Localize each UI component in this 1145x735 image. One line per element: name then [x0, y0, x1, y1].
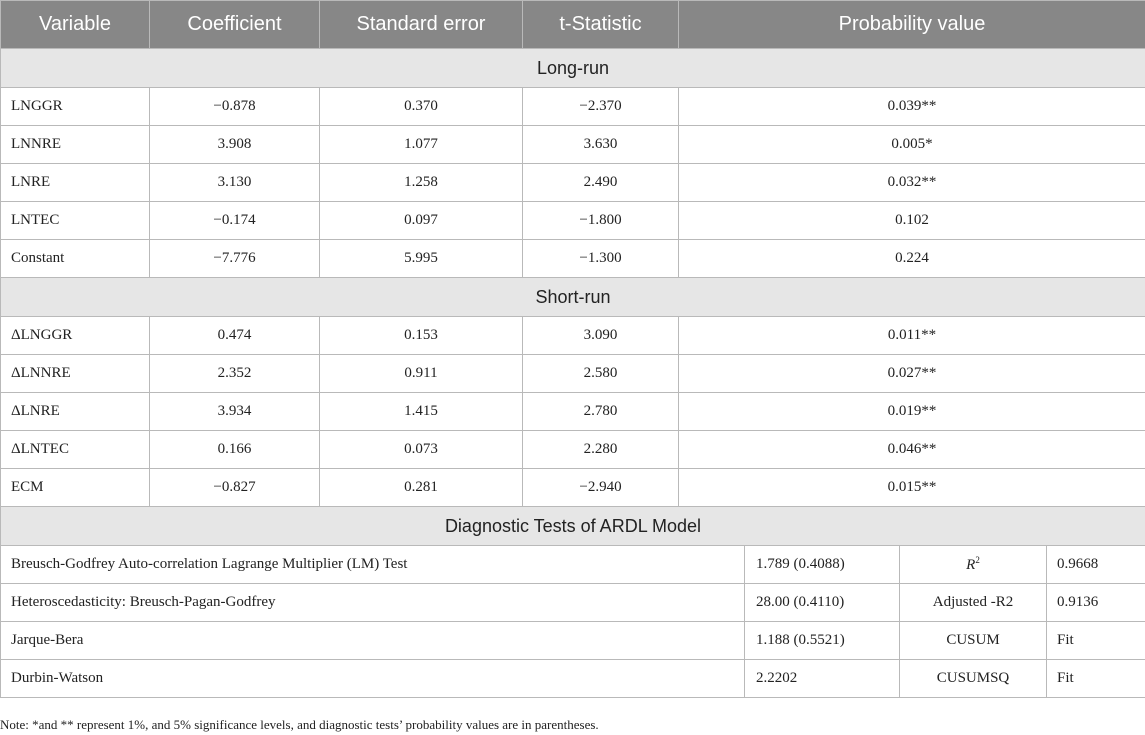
header-coefficient: Coefficient [150, 1, 320, 49]
p-value-cell: 0.011** [679, 317, 1145, 355]
table-row [1, 202, 1145, 240]
statistic-value-cell: 0.9136 [1047, 584, 1145, 622]
std-error-cell: 0.370 [320, 88, 523, 126]
test-value-cell: 1.188 (0.5521) [745, 622, 900, 660]
std-error-cell: 0.153 [320, 317, 523, 355]
t-stat-cell: −1.800 [523, 202, 679, 240]
variable-cell: ΔLNTEC [1, 431, 150, 469]
p-value-cell: 0.032** [679, 164, 1145, 202]
r-squared-label: R [966, 557, 976, 573]
section-title: Short-run [1, 278, 1145, 317]
table-row [1, 126, 1145, 164]
variable-cell: LNNRE [1, 126, 150, 164]
table-note: Note: *and ** represent 1%, and 5% significance levels, and diagnostic tests’ probability values are in parentheses. [0, 717, 599, 732]
diagnostic-row [1, 546, 1145, 584]
variable-cell: LNRE [1, 164, 150, 202]
header-variable: Variable [1, 1, 150, 49]
t-stat-cell: 2.280 [523, 431, 679, 469]
t-stat-cell: 3.630 [523, 126, 679, 164]
test-value-cell: 28.00 (0.4110) [745, 584, 900, 622]
table-row [1, 431, 1145, 469]
coefficient-cell: 3.934 [150, 393, 320, 431]
section-long-run [1, 49, 1145, 88]
t-stat-cell: 3.090 [523, 317, 679, 355]
coefficient-cell: 3.130 [150, 164, 320, 202]
section-diagnostic-tests [1, 507, 1145, 546]
statistic-value-cell: Fit [1047, 660, 1145, 698]
header-row [1, 1, 1145, 49]
variable-cell: Constant [1, 240, 150, 278]
t-stat-cell: 2.580 [523, 355, 679, 393]
test-value-cell: 2.2202 [745, 660, 900, 698]
r-squared-exponent: 2 [975, 555, 980, 565]
p-value-cell: 0.224 [679, 240, 1145, 278]
diagnostic-row [1, 622, 1145, 660]
p-value-cell: 0.039** [679, 88, 1145, 126]
test-name-cell: Breusch-Godfrey Auto-correlation Lagrange Multiplier (LM) Test [1, 546, 745, 584]
variable-cell: ΔLNNRE [1, 355, 150, 393]
test-name-cell: Jarque-Bera [1, 622, 745, 660]
p-value-cell: 0.019** [679, 393, 1145, 431]
coefficient-cell: 2.352 [150, 355, 320, 393]
coefficient-cell: 3.908 [150, 126, 320, 164]
statistic-name-cell [900, 546, 1047, 584]
coefficient-cell: 0.166 [150, 431, 320, 469]
std-error-cell: 5.995 [320, 240, 523, 278]
p-value-cell: 0.027** [679, 355, 1145, 393]
p-value-cell: 0.005* [679, 126, 1145, 164]
statistic-value-cell: Fit [1047, 622, 1145, 660]
t-stat-cell: −2.940 [523, 469, 679, 507]
variable-cell: ECM [1, 469, 150, 507]
std-error-cell: 1.258 [320, 164, 523, 202]
table-row [1, 317, 1145, 355]
diagnostic-row [1, 584, 1145, 622]
t-stat-cell: 2.780 [523, 393, 679, 431]
diagnostic-row [1, 660, 1145, 698]
table-row [1, 240, 1145, 278]
section-title: Long-run [1, 49, 1145, 88]
coefficient-cell: −7.776 [150, 240, 320, 278]
test-name-cell: Durbin-Watson [1, 660, 745, 698]
std-error-cell: 1.415 [320, 393, 523, 431]
std-error-cell: 0.911 [320, 355, 523, 393]
table-row [1, 88, 1145, 126]
statistic-name-cell: CUSUM [900, 622, 1047, 660]
header-t-statistic: t-Statistic [523, 1, 679, 49]
variable-cell: LNTEC [1, 202, 150, 240]
header-probability-value: Probability value [679, 1, 1145, 49]
statistic-name-cell: CUSUMSQ [900, 660, 1047, 698]
section-title: Diagnostic Tests of ARDL Model [1, 507, 1145, 546]
table-row [1, 164, 1145, 202]
std-error-cell: 0.097 [320, 202, 523, 240]
t-stat-cell: 2.490 [523, 164, 679, 202]
coefficient-cell: 0.474 [150, 317, 320, 355]
coefficient-cell: −0.878 [150, 88, 320, 126]
table-row [1, 469, 1145, 507]
t-stat-cell: −1.300 [523, 240, 679, 278]
table-row [1, 355, 1145, 393]
std-error-cell: 0.281 [320, 469, 523, 507]
p-value-cell: 0.046** [679, 431, 1145, 469]
statistic-value-cell: 0.9668 [1047, 546, 1145, 584]
t-stat-cell: −2.370 [523, 88, 679, 126]
coefficient-cell: −0.827 [150, 469, 320, 507]
coefficient-cell: −0.174 [150, 202, 320, 240]
std-error-cell: 1.077 [320, 126, 523, 164]
test-value-cell: 1.789 (0.4088) [745, 546, 900, 584]
std-error-cell: 0.073 [320, 431, 523, 469]
statistic-name-cell: Adjusted -R2 [900, 584, 1047, 622]
header-standard-error: Standard error [320, 1, 523, 49]
section-short-run [1, 278, 1145, 317]
table-row [1, 393, 1145, 431]
variable-cell: ΔLNRE [1, 393, 150, 431]
variable-cell: LNGGR [1, 88, 150, 126]
variable-cell: ΔLNGGR [1, 317, 150, 355]
p-value-cell: 0.015** [679, 469, 1145, 507]
test-name-cell: Heteroscedasticity: Breusch-Pagan-Godfrey [1, 584, 745, 622]
p-value-cell: 0.102 [679, 202, 1145, 240]
